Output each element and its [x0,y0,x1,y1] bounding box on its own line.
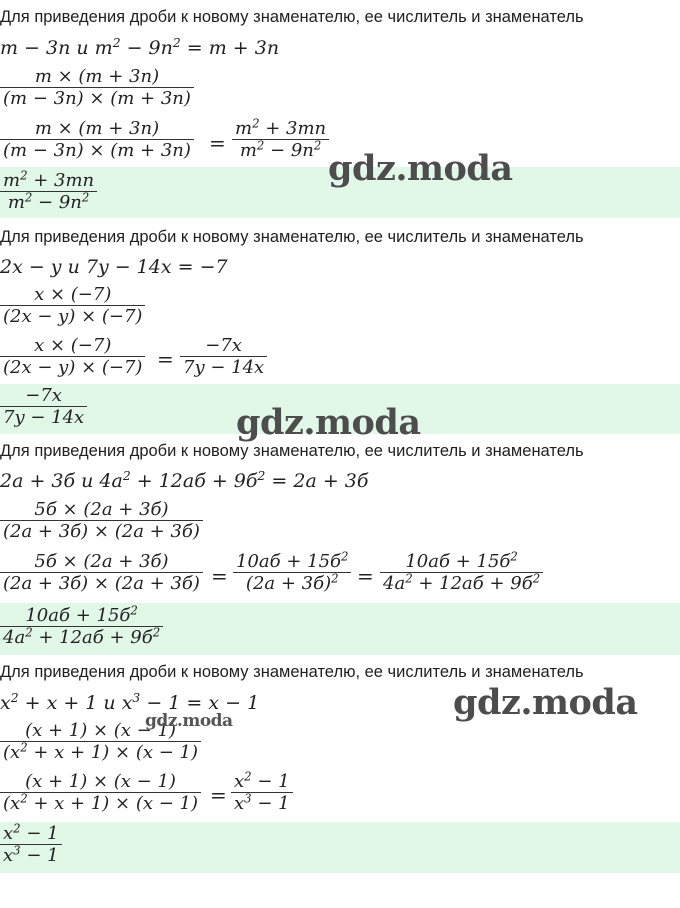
fraction-numerator: $10aб + 15б^2$ [25,603,138,626]
fraction-numerator: m × (m + 3n) [34,118,160,139]
block-4-step2-fraction [0,771,201,814]
fraction-denominator: $m^2 - 9n^2$ [7,190,90,214]
fraction-denominator: 7y − 14x [3,407,85,429]
fraction-numerator: (x + 1) × (x − 1) [25,720,176,741]
fraction-numerator: −7x [25,385,62,406]
fraction-denominator: 7y − 14x [183,357,265,379]
equals-sign: = [157,347,174,371]
fraction-numerator: $x^2 - 1$ [234,769,290,792]
fraction-denominator: (2a + 3б) × (2a + 3б) [3,573,200,595]
fraction-numerator: 5б × (2a + 3б) [34,551,169,572]
equals-sign: = [211,564,228,588]
block-2-condition: 2x − y и 7y − 14x = −7 [0,256,228,278]
block-1-step1-fraction [0,66,194,109]
block-2-step1-fraction [0,284,145,327]
fraction-denominator: $(x^2 + x + 1) \times (x - 1)$ [3,791,199,815]
block-3-result1-fraction [233,551,351,594]
watermark-logo: gdz.moda [328,148,513,189]
block-1-answer-fraction [0,170,97,213]
watermark-logo: gdz.moda [236,402,421,443]
fraction-denominator: (2x − y) × (−7) [3,306,143,328]
block-1-condition: m − 3n и $m^2 - 9n^2 = m + 3n$ [0,36,280,59]
fraction-denominator: (m − 3n) × (m + 3n) [3,140,191,162]
fraction-numerator: −7x [205,335,242,356]
block-4-result-fraction [231,771,293,814]
block-3-step1-fraction [0,499,203,542]
fraction-denominator: $m^2 - 9n^2$ [239,138,322,162]
block-3-condition: 2a + 3б и $4a^2 + 12aб + 9б^2 = 2a + 3б$ [0,469,369,492]
block-1-result-fraction [232,118,329,161]
block-4-answer-fraction [0,823,62,866]
fraction-denominator: $x^3 - 1$ [3,843,59,867]
block-3-result2-fraction [380,551,543,594]
fraction-denominator: $x^3 - 1$ [234,791,290,815]
fraction-numerator: m × (m + 3n) [34,66,160,87]
fraction-numerator: $10aб + 15б^2$ [405,549,518,572]
block-2-answer-fraction [0,385,87,428]
fraction-numerator: $10aб + 15б^2$ [236,549,349,572]
watermark-logo: gdz.moda [145,711,233,731]
fraction-numerator: $x^2 - 1$ [3,821,59,844]
fraction-numerator: (x + 1) × (x − 1) [25,771,176,792]
fraction-denominator: (2x − y) × (−7) [3,357,143,379]
block-3-answer-fraction [0,605,163,648]
equals-sign: = [357,564,374,588]
block-3-intro: Для приведения дроби к новому знаменателю, ее числитель и знаменатель [0,442,584,460]
fraction-numerator: $m^2 + 3mn$ [235,116,327,139]
fraction-denominator: $4a^2 + 12aб + 9б^2$ [383,571,541,595]
block-4-intro: Для приведения дроби к новому знаменателю, ее числитель и знаменатель [0,663,584,681]
block-2-step2-fraction [0,335,145,378]
block-4-condition: $x^2 + x + 1$ и $x^3 - 1 = x - 1$ [0,691,260,714]
fraction-denominator: (m − 3n) × (m + 3n) [3,88,191,110]
fraction-denominator: $4a^2 + 12aб + 9б^2$ [3,625,161,649]
block-2-result-fraction [180,335,267,378]
block-1-step2-fraction [0,118,194,161]
fraction-numerator: x × (−7) [34,335,112,356]
equals-sign: = [209,131,226,155]
equals-sign: = [210,783,227,807]
block-3-step2-fraction [0,551,203,594]
block-1-intro: Для приведения дроби к новому знаменателю, ее числитель и знаменатель [0,8,584,26]
fraction-numerator: $m^2 + 3mn$ [3,168,95,191]
fraction-numerator: 5б × (2a + 3б) [34,499,169,520]
fraction-denominator: $(2a + 3б)^2$ [245,571,339,595]
watermark-logo: gdz.moda [453,682,638,723]
block-2-intro: Для приведения дроби к новому знаменателю, ее числитель и знаменатель [0,228,584,246]
fraction-denominator: (2a + 3б) × (2a + 3б) [3,521,200,543]
fraction-numerator: x × (−7) [34,284,112,305]
fraction-denominator: $(x^2 + x + 1) \times (x - 1)$ [3,740,199,764]
answer-highlight-4 [0,822,680,873]
